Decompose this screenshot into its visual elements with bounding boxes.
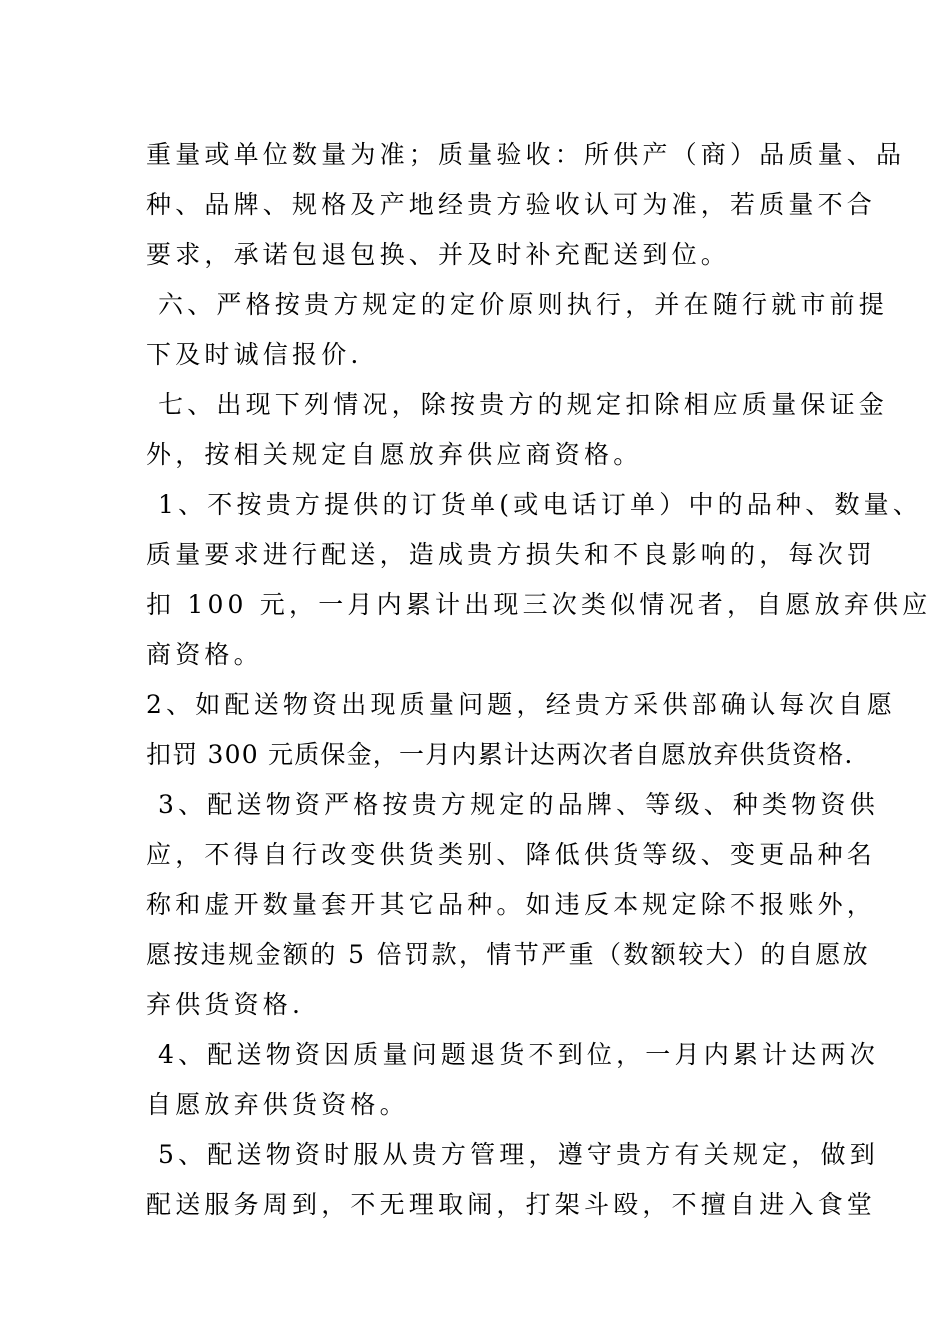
- text-line-2: 种、品牌、规格及产地经贵方验收认可为准，若质量不合: [146, 190, 877, 219]
- text-line-13: 扣罚 300 元质保金，一月内累计达两次者自愿放弃供货资格.: [146, 740, 854, 769]
- text-line-8: 1、不按贵方提供的订货单(或电话订单）中的品种、数量、: [158, 490, 923, 519]
- text-line-9: 质量要求进行配送，造成贵方损失和不良影响的，每次罚: [146, 540, 877, 569]
- text-line-3: 要求，承诺包退包换、并及时补充配送到位。: [146, 240, 731, 269]
- text-line-20: 自愿放弃供货资格。: [146, 1090, 409, 1119]
- text-line-4: 六、严格按贵方规定的定价原则执行，并在随行就市前提: [158, 290, 889, 319]
- text-line-21: 5、配送物资时服从贵方管理，遵守贵方有关规定，做到: [158, 1140, 879, 1169]
- text-line-10: 扣 100 元，一月内累计出现三次类似情况者，自愿放弃供应: [146, 590, 932, 619]
- text-line-15: 应，不得自行改变供货类别、降低供货等级、变更品种名: [146, 840, 877, 869]
- text-line-22: 配送服务周到，不无理取闹，打架斗殴，不擅自进入食堂: [146, 1190, 877, 1219]
- text-line-7: 外，按相关规定自愿放弃供应商资格。: [146, 440, 643, 469]
- text-line-19: 4、配送物资因质量问题退货不到位，一月内累计达两次: [158, 1040, 879, 1069]
- text-line-6: 七、出现下列情况，除按贵方的规定扣除相应质量保证金: [158, 390, 889, 419]
- text-line-11: 商资格。: [146, 640, 263, 669]
- text-line-1: 重量或单位数量为准；质量验收：所供产（商）品质量、品: [146, 140, 906, 169]
- text-line-12: 2、如配送物资出现质量问题，经贵方采供部确认每次自愿: [146, 690, 897, 719]
- text-line-16: 称和虚开数量套开其它品种。如违反本规定除不报账外，: [146, 890, 877, 919]
- text-line-14: 3、配送物资严格按贵方规定的品牌、等级、种类物资供: [158, 790, 879, 819]
- text-line-5: 下及时诚信报价.: [146, 340, 363, 369]
- text-line-18: 弃供货资格.: [146, 990, 305, 1019]
- text-line-17: 愿按违规金额的 5 倍罚款，情节严重（数额较大）的自愿放: [146, 940, 871, 969]
- document-body: [146, 130, 932, 1230]
